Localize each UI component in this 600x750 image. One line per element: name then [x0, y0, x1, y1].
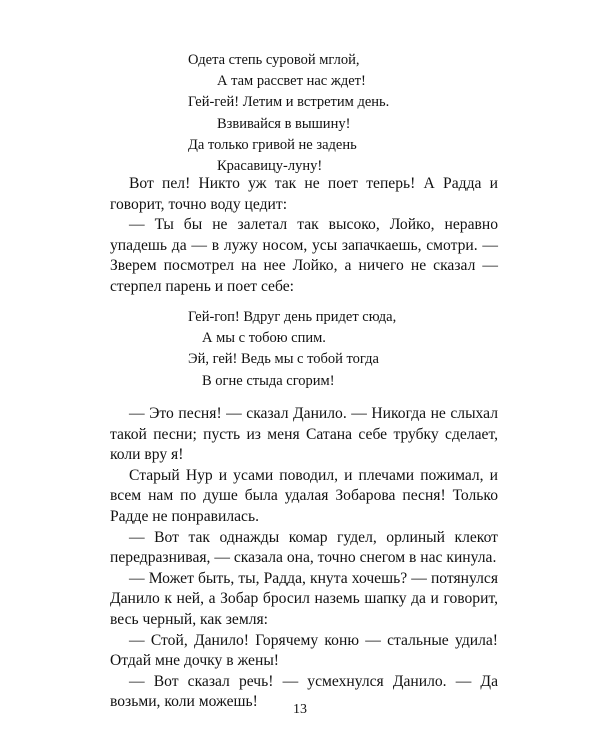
verse-stanza-2 [188, 307, 396, 392]
page-number: 13 [293, 702, 307, 717]
paragraph: Вот пел! Никто уж так не поет теперь! А Радда и говорит, точно воду цедит: [110, 175, 498, 213]
verse-line: Взвивайся в вышину! [217, 115, 351, 132]
paragraph: — Ты бы не залетал так высоко, Лойко, неравно упадешь да — в лужу носом, усы запачкаешь, смотри. — Зверем посмотрел на нее Лойко, а ничего не сказал — стерпел парень и поет себе: [110, 216, 498, 295]
verse-line: Гей-гей! Летим и встретим день. [188, 94, 390, 111]
paragraph: — Вот сказал речь! — усмехнулся Данило. — Да возьми, коли можешь! [110, 672, 498, 711]
verse-line: В огне стыда сгорим! [202, 372, 335, 389]
paragraph: — Вот так однажды комар гудел, орлиный клекот передразнивая, — сказала она, точно снегом в нас кинула. [110, 528, 498, 567]
paragraph: — Стой, Данило! Горячему коню — стальные удила! Отдай мне дочку в жены! [110, 631, 498, 670]
verse-line: Да только гривой не задень [188, 136, 357, 153]
verse-line: А мы с тобою спим. [202, 330, 326, 347]
paragraph: Старый Нур и усами поводил, и плечами пожимал, и всем нам по душе была удалая Зобарова песня! Только Радде не понравилась. [110, 466, 498, 525]
verse-line: Гей-гоп! Вдруг день придет сюда, [188, 309, 397, 325]
prose-block-2 [110, 404, 498, 713]
verse-line: А там рассвет нас ждет! [217, 73, 366, 90]
verse-line: Красавицу-луну! [217, 158, 323, 175]
verse-stanza-1 [188, 50, 389, 177]
verse-line: Эй, гей! Ведь мы с тобой тогда [188, 351, 379, 368]
paragraph: — Может быть, ты, Радда, кнута хочешь? — потянулся Данило к ней, а Зобар бросил наземь шапку да и говорит, весь черный, как земля: [110, 569, 498, 628]
prose-block-1 [110, 174, 498, 298]
paragraph: — Это песня! — сказал Данило. — Никогда не слыхал такой песни; пусть из меня Сатана себе трубку сделает, коли вру я! [110, 405, 498, 464]
verse-line: Одета степь суровой мглой, [188, 52, 360, 68]
